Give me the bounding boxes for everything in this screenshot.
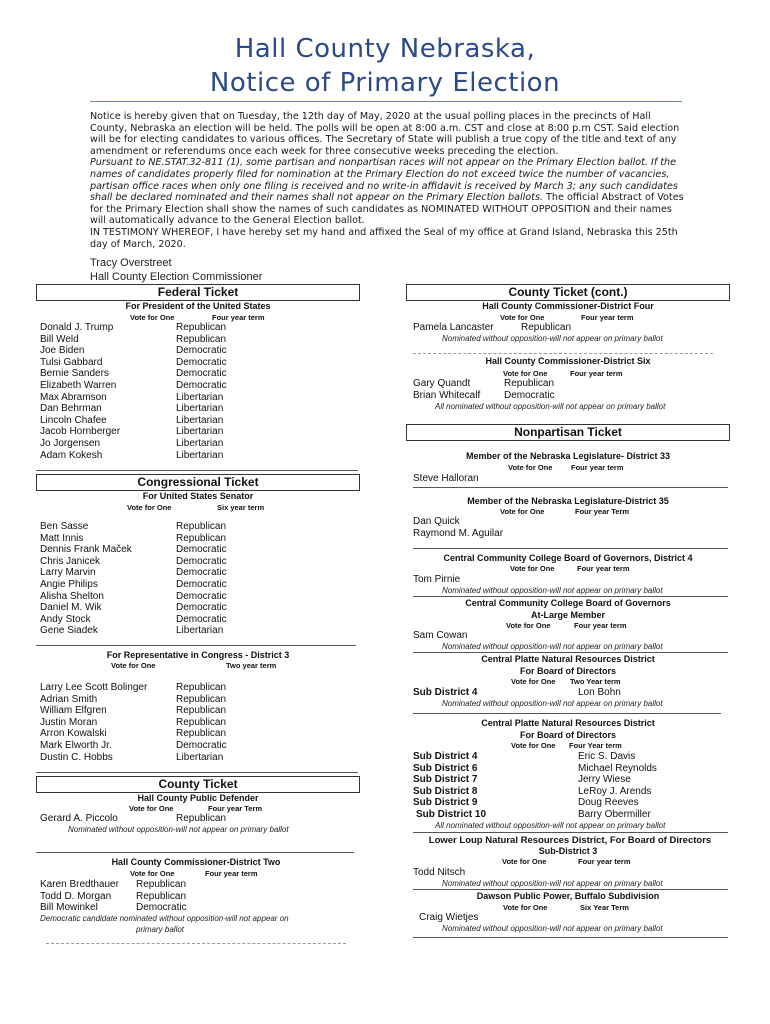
list-item: Eric S. Davis: [578, 751, 636, 762]
ccc-at-large-term: Four year term: [574, 621, 627, 630]
list-item: Republican: [176, 728, 227, 740]
list-item: Dennis Frank Maček: [40, 544, 132, 556]
list-item: Democratic: [176, 613, 227, 625]
list-item: Democratic: [176, 567, 227, 579]
ccc4-note: Nominated without opposition-will not appear on primary ballot: [442, 586, 663, 595]
leg33-office: Member of the Nebraska Legislature- District 33: [465, 451, 671, 461]
list-item: Daniel M. Wik: [40, 602, 102, 614]
list-item: Jacob Hornberger: [40, 426, 121, 438]
list-item: William Elfgren: [40, 705, 107, 717]
congressional-ticket-header: Congressional Ticket: [36, 474, 360, 491]
cpnrd2-term: Four Year term: [569, 741, 622, 750]
list-item: Sub District 8: [413, 785, 478, 797]
list-item: Arron Kowalski: [40, 728, 107, 740]
federal-ticket-header: Federal Ticket: [36, 284, 360, 301]
cpnrd2-subdistricts: [413, 751, 533, 821]
list-item: LeRoy J. Arends: [578, 785, 652, 797]
cpnrd1-note: Nominated without opposition-will not appear on primary ballot: [442, 699, 663, 708]
list-item: Democratic: [176, 345, 227, 357]
notice-paragraph-3: IN TESTIMONY WHEREOF, I have hereby set my hand and affixed the Seal of my office at Grand Island, Nebraska this 25th day of March, 2020.: [90, 226, 678, 250]
defender-vote: Vote for One: [129, 804, 174, 813]
district2-parties: [136, 879, 236, 914]
list-item: Chris Janicek: [40, 555, 101, 567]
notice-paragraph-1: Notice is hereby given that on Tuesday, the 12th day of May, 2020 at the usual polling places in the precincts of Hall County, Nebraska an election will be held. The polls will be open at 8:00 a.m. CST and close at 8:00 p.m CST. Said election will be for electing candidates to various offices. The Secretary of State will publish a true copy of the title and text of any amendment or referendums once each week for three consecutive weeks preceding the election.: [90, 111, 680, 157]
list-item: Tulsi Gabbard: [40, 356, 103, 368]
list-item: Democratic: [176, 555, 227, 567]
district2-names: [40, 879, 140, 914]
county-cont-header: County Ticket (cont.): [406, 284, 730, 301]
defender-party: Republican: [176, 813, 227, 824]
senate-term: Six year term: [217, 503, 265, 512]
list-item: Republican: [176, 333, 227, 345]
notice-paragraph-2: [90, 157, 684, 227]
nonpartisan-ticket-header: Nonpartisan Ticket: [406, 424, 730, 441]
list-item: Democratic: [176, 368, 227, 380]
president-vote: Vote for One: [130, 313, 175, 322]
llnrd-note: Nominated without opposition-will not appear on primary ballot: [442, 879, 663, 888]
district2-vote: Vote for One: [130, 869, 175, 878]
cpnrd1-name: Lon Bohn: [578, 687, 621, 698]
list-item: Bill Weld: [40, 333, 79, 345]
list-item: Libertarian: [176, 751, 224, 763]
list-item: Elizabeth Warren: [40, 379, 117, 391]
list-item: Democratic: [176, 590, 227, 602]
divider: [36, 470, 358, 471]
list-item: Republican: [136, 890, 187, 902]
llnrd-term: Four year term: [578, 857, 631, 866]
list-item: Michael Reynolds: [578, 762, 657, 774]
leg33-vote: Vote for One: [508, 463, 553, 472]
list-item: Gary Quandt: [413, 378, 471, 389]
district4-office: Hall County Commissioner-District Four: [482, 301, 654, 311]
district2-term: Four year term: [205, 869, 258, 878]
defender-note: Nominated without opposition-will not appear on primary ballot: [68, 825, 289, 834]
list-item: Donald J. Trump: [40, 322, 114, 333]
llnrd-vote: Vote for One: [502, 857, 547, 866]
cpnrd2-office-2: For Board of Directors: [519, 730, 616, 740]
district4-party: Republican: [521, 322, 572, 333]
senate-parties: [176, 521, 276, 637]
defender-term: Four year Term: [208, 804, 263, 813]
list-item: Democratic: [176, 578, 227, 590]
list-item: Democratic: [176, 379, 227, 391]
list-item: Republican: [176, 716, 227, 728]
district6-office: Hall County Commissioner-District Six: [485, 356, 651, 366]
cpnrd1-office: Central Platte Natural Resources District: [481, 654, 655, 664]
senate-office: For United States Senator: [142, 491, 254, 501]
list-item: Sub District 9: [413, 797, 478, 809]
list-item: Libertarian: [176, 403, 224, 415]
list-item: Joe Biden: [40, 345, 85, 357]
signature-title: Hall County Election Commissioner: [90, 271, 263, 283]
list-item: Libertarian: [176, 391, 224, 403]
district6-names: [413, 378, 503, 401]
list-item: Bernie Sanders: [40, 368, 109, 380]
list-item: Dan Behrman: [40, 403, 102, 415]
list-item: Raymond M. Aguilar: [413, 527, 504, 539]
district6-vote: Vote for One: [503, 369, 548, 378]
list-item: Dan Quick: [413, 516, 460, 527]
list-item: Democratic: [176, 739, 227, 751]
cpnrd2-note: All nominated without opposition-will not appear on primary ballot: [435, 821, 666, 830]
list-item: Karen Bredthauer: [40, 879, 119, 890]
district4-name: Pamela Lancaster: [413, 322, 494, 333]
divider: [46, 943, 346, 944]
president-term: Four year term: [212, 313, 265, 322]
list-item: Sub District 10: [416, 808, 487, 820]
dawson-note: Nominated without opposition-will not appear on primary ballot: [442, 924, 663, 933]
leg35-office: Member of the Nebraska Legislature-District 35: [467, 496, 669, 506]
llnrd-office: Lower Loup Natural Resources District, For Board of Directors: [428, 835, 712, 846]
county-ticket-header: County Ticket: [36, 776, 360, 793]
house-office: For Representative in Congress - District 3: [106, 650, 290, 660]
statute-text: Pursuant to NE.STAT.32-811 (1), some partisan and nonpartisan races will not appear on the Primary Election ballot. If the names of candidates properly filed for nomination at the Primary Election do not exceed twice the number of vacancies, partisan office races when only one filing is received and no write-in affidavit is received by March 3; any such candidates shall be declared nominated and their names shall not appear on the Primary Election ballots.: [90, 157, 678, 204]
ccc4-vote: Vote for One: [510, 564, 555, 573]
defender-office: Hall County Public Defender: [137, 793, 259, 803]
divider: [413, 548, 728, 549]
cpnrd2-names: [578, 751, 698, 821]
list-item: Lincoln Chafee: [40, 414, 107, 426]
list-item: Adrian Smith: [40, 693, 98, 705]
cpnrd1-office-2: For Board of Directors: [519, 666, 616, 676]
divider: [413, 596, 728, 597]
divider: [413, 832, 728, 833]
district4-note: Nominated without opposition-will not appear on primary ballot: [442, 334, 663, 343]
leg35-vote: Vote for One: [500, 507, 545, 516]
notice-text: [90, 111, 684, 250]
leg35-term: Four year Term: [575, 507, 630, 516]
district6-note: All nominated without opposition-will not appear on primary ballot: [435, 402, 666, 411]
list-item: Barry Obermiller: [578, 808, 651, 820]
senate-vote: Vote for One: [127, 503, 172, 512]
list-item: Jerry Wiese: [578, 774, 631, 786]
district6-parties: [504, 378, 594, 401]
ccc-at-large-note: Nominated without opposition-will not appear on primary ballot: [442, 642, 663, 651]
leg35-names: [413, 516, 563, 539]
district6-term: Four year term: [570, 369, 623, 378]
list-item: Larry Lee Scott Bolinger: [40, 682, 148, 693]
leg33-term: Four year term: [571, 463, 624, 472]
list-item: Larry Marvin: [40, 567, 96, 579]
divider: [413, 353, 713, 354]
list-item: Libertarian: [176, 437, 224, 449]
ccc-at-large-office-2: At-Large Member: [530, 610, 605, 620]
list-item: Max Abramson: [40, 391, 107, 403]
president-office: For President of the United States: [125, 301, 271, 311]
district2-note: Democratic candidate nominated without opposition-will not appear on: [40, 914, 289, 923]
title-line-2: Notice of Primary Election: [209, 68, 561, 98]
president-names: [40, 322, 170, 461]
list-item: Dustin C. Hobbs: [40, 751, 113, 763]
list-item: Todd D. Morgan: [40, 890, 112, 902]
divider: [413, 713, 721, 714]
list-item: Republican: [176, 693, 227, 705]
divider: [413, 937, 728, 938]
divider: [413, 889, 728, 890]
defender-name: Gerard A. Piccolo: [40, 813, 118, 824]
list-item: Libertarian: [176, 426, 224, 438]
page-title: [0, 32, 770, 100]
list-item: Angie Philips: [40, 578, 98, 590]
dawson-name: Craig Wietjes: [419, 912, 479, 923]
house-names: [40, 682, 175, 763]
list-item: Justin Moran: [40, 716, 98, 728]
cpnrd2-vote: Vote for One: [511, 741, 556, 750]
title-divider: [90, 101, 682, 102]
leg33-name: Steve Halloran: [413, 473, 479, 484]
ccc4-term: Four year term: [577, 564, 630, 573]
list-item: Bill Mowinkel: [40, 902, 98, 914]
house-term: Two year term: [226, 661, 277, 670]
cpnrd1-term: Two Year term: [570, 677, 621, 686]
list-item: Jo Jorgensen: [40, 437, 101, 449]
cpnrd1-subdistrict: Sub District 4: [413, 687, 478, 698]
divider: [413, 652, 728, 653]
list-item: Andy Stock: [40, 613, 91, 625]
list-item: Republican: [176, 322, 227, 333]
list-item: Doug Reeves: [578, 797, 639, 809]
district4-vote: Vote for One: [500, 313, 545, 322]
list-item: Libertarian: [176, 414, 224, 426]
list-item: Democratic: [176, 356, 227, 368]
cpnrd1-vote: Vote for One: [511, 677, 556, 686]
list-item: Democratic: [504, 389, 555, 401]
list-item: Sub District 4: [413, 751, 478, 762]
abstract-text: The official Abstract of Votes for the Primary Election shall show the names of such candidates as NOMINATED WITHOUT OPPOSITION and their names will automatically advance to the General Election ballot.: [90, 192, 684, 227]
senate-names: [40, 521, 175, 637]
house-parties: [176, 682, 276, 763]
ccc-at-large-vote: Vote for One: [506, 621, 551, 630]
district4-term: Four year term: [581, 313, 634, 322]
cpnrd2-office: Central Platte Natural Resources District: [481, 718, 655, 728]
llnrd-office-2: Sub-District 3: [538, 846, 598, 856]
ccc4-office: Central Community College Board of Governors, District 4: [443, 553, 693, 563]
president-parties: [176, 322, 276, 461]
list-item: Adam Kokesh: [40, 449, 103, 461]
list-item: Republican: [504, 378, 555, 389]
list-item: Republican: [136, 879, 187, 890]
signature-name: Tracy Overstreet: [90, 257, 172, 269]
dawson-term: Six Year Term: [580, 903, 629, 912]
list-item: Republican: [176, 521, 227, 532]
divider: [413, 487, 728, 488]
list-item: Sub District 7: [413, 774, 478, 786]
list-item: Alisha Shelton: [40, 590, 104, 602]
district2-office: Hall County Commissioner-District Two: [111, 857, 281, 867]
divider: [36, 645, 356, 646]
dawson-office: Dawson Public Power, Buffalo Subdivision: [476, 891, 660, 901]
llnrd-name: Todd Nitsch: [413, 867, 466, 878]
list-item: Matt Innis: [40, 532, 84, 544]
list-item: Republican: [176, 682, 227, 693]
list-item: Gene Siadek: [40, 625, 98, 637]
ccc-at-large-office: Central Community College Board of Governors: [465, 598, 671, 608]
list-item: Libertarian: [176, 449, 224, 461]
list-item: Mark Elworth Jr.: [40, 739, 112, 751]
list-item: Republican: [176, 532, 227, 544]
district2-note-cont: primary ballot: [136, 925, 185, 934]
house-vote: Vote for One: [111, 661, 156, 670]
list-item: Democratic: [176, 602, 227, 614]
list-item: Republican: [176, 705, 227, 717]
list-item: Libertarian: [176, 625, 224, 637]
dawson-vote: Vote for One: [503, 903, 548, 912]
list-item: Democratic: [176, 544, 227, 556]
list-item: Sub District 6: [413, 762, 478, 774]
divider: [36, 772, 358, 773]
divider: [36, 852, 354, 853]
list-item: Ben Sasse: [40, 521, 89, 532]
list-item: Democratic: [136, 902, 187, 914]
title-line-1: Hall County Nebraska,: [234, 34, 536, 64]
list-item: Brian Whitecalf: [413, 389, 481, 401]
ccc-at-large-name: Sam Cowan: [413, 630, 468, 641]
ccc4-name: Tom Pirnie: [413, 574, 461, 585]
